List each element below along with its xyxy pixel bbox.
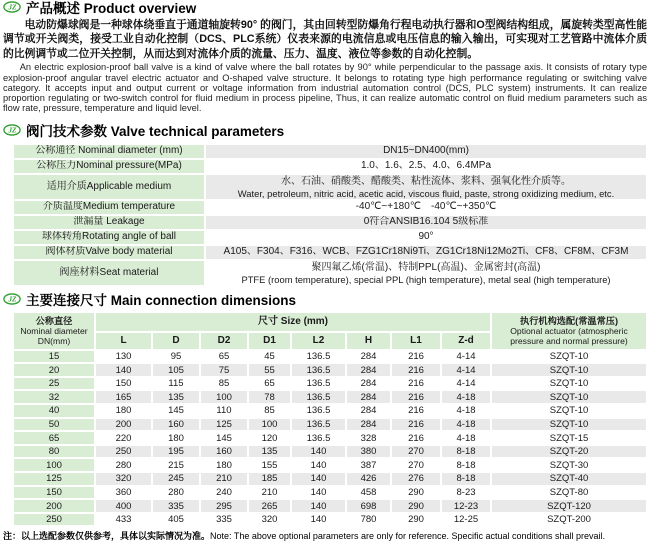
dimension-cell: 210 [201,473,247,485]
dimension-cell: 4-14 [442,364,490,376]
dimension-cell: 115 [153,378,199,390]
actuator-cell: SZQT-30 [492,459,646,471]
dimension-cell: 335 [153,500,199,512]
parameter-value-cell: A105、F304、F316、WCB、FZG1Cr18Ni9Ti、ZG1Cr18Ni12Mo2Ti、CF8、CF8M、CF3M [206,246,646,259]
dn-cell: 150 [14,487,94,499]
dimension-cell: 135 [249,446,290,458]
size-column-header: L2 [292,333,345,349]
dimension-cell: 216 [392,432,440,444]
dimension-cell: 78 [249,391,290,403]
dimension-cell: 280 [153,487,199,499]
table-row [14,446,646,458]
dimension-cell: 85 [201,378,247,390]
technical-parameters-table [12,143,648,287]
dimension-cell: 125 [201,419,247,431]
dimension-cell: 4-18 [442,432,490,444]
dimension-cell: 95 [153,351,199,363]
actuator-cell: SZQT-10 [492,391,646,403]
table-row [14,500,646,512]
dimension-cell: 136.5 [292,419,345,431]
table-row [14,231,646,244]
footnote-cn: 注：以上选配参数仅供参考，具体以实际情况为准。 [3,531,211,542]
dimension-cell: 284 [347,419,390,431]
dimension-cell: 140 [292,446,345,458]
dimension-cell: 290 [392,500,440,512]
dimension-cell: 140 [292,459,345,471]
actuator-cell: SZQT-200 [492,514,646,526]
dimension-cell: 145 [153,405,199,417]
overview-paragraph-en: An electric explosion-proof ball valve is a kind of valve where the ball rotates by 90° while perpendicular to the passage axis. It consists of rotary type explosion-proof angular travel electric actuator and O-shaped valve structure. It belongs to rotating type high performance regulating or switching valve category. It accepts input and output current or voltage information from industrial automation control (DCS, PLC system) instruments. It can realize proportion regulating or two-switch control for fluid medium in process pipeline, Thus, it can realize automatic control on fluid medium parameters such as flow rate, pressure, temperature and liquid level. [3,62,647,114]
parameter-value-cell: -40℃~+180℃ -40℃~+350℃ [206,201,646,214]
dimension-cell: 433 [96,514,151,526]
dimension-cell: 284 [347,364,390,376]
dimension-cell: 290 [392,514,440,526]
parameter-label-cell: 公称通径 Nominal diameter (mm) [14,145,204,158]
dimension-cell: 45 [249,351,290,363]
dn-cell: 250 [14,514,94,526]
dimension-cell: 335 [201,514,247,526]
dn-cell: 20 [14,364,94,376]
size-column-header: D2 [201,333,247,349]
dimension-cell: 216 [392,391,440,403]
dimension-cell: 328 [347,432,390,444]
dimension-cell: 85 [249,405,290,417]
parameter-label-cell: 阀座材料Seat material [14,261,204,285]
table-row [14,261,646,285]
size-column-header: D1 [249,333,290,349]
table-row [14,201,646,214]
svg-text:JZ: JZ [8,3,17,12]
table-row [14,487,646,499]
dimension-cell: 8-18 [442,459,490,471]
svg-text:JZ: JZ [8,126,17,135]
dimension-cell: 245 [153,473,199,485]
table-row [14,145,646,158]
dimension-cell: 180 [201,459,247,471]
dimension-cell: 136.5 [292,391,345,403]
dn-column-header: 公称直径 Nominal diameter DN(mm) [14,313,94,349]
dimension-cell: 195 [153,446,199,458]
dimension-cell: 160 [201,446,247,458]
parameter-label-cell: 适用介质Applicable medium [14,175,204,199]
dimension-cell: 320 [96,473,151,485]
technical-title-text: 阀门技术参数 Valve technical parameters [26,123,285,139]
table-row [14,473,646,485]
dimension-cell: 216 [392,351,440,363]
dimension-cell: 110 [201,405,247,417]
dimension-cell: 180 [96,405,151,417]
dn-cell: 65 [14,432,94,444]
actuator-column-header: 执行机构选配(常温常压) Optional actuator (atmospheric pressure and normal pressure) [492,313,646,349]
dimension-cell: 270 [392,446,440,458]
parameter-value-cell: 90° [206,231,646,244]
size-column-header: D [153,333,199,349]
dimension-cell: 4-14 [442,378,490,390]
table-row [14,419,646,431]
dimension-cell: 250 [96,446,151,458]
dimension-cell: 65 [249,378,290,390]
table-row [14,514,646,526]
technical-section-title [0,123,650,140]
parameter-value-cell: 水、石油、硝酸类、醋酸类、粘性流体、浆料、强氧化性介质等。 Water, petroleum, nitric acid, acetic acid, viscous fluid, paste, strong oxidizing medium, etc. [206,175,646,199]
actuator-cell: SZQT-10 [492,378,646,390]
dimension-cell: 100 [249,419,290,431]
dimension-cell: 265 [249,500,290,512]
brand-logo-icon [3,124,21,139]
parameter-label-cell: 阀体材质Valve body material [14,246,204,259]
dimension-cell: 12-25 [442,514,490,526]
dn-cell: 15 [14,351,94,363]
dimension-cell: 284 [347,405,390,417]
dimension-cell: 155 [249,459,290,471]
parameter-label-cell: 泄漏量 Leakage [14,216,204,229]
dimension-cell: 140 [292,514,345,526]
dimensions-table [12,311,648,528]
actuator-cell: SZQT-10 [492,351,646,363]
dimension-cell: 140 [292,500,345,512]
dimension-cell: 780 [347,514,390,526]
technical-table-body [14,145,646,285]
dimension-cell: 276 [392,473,440,485]
dimension-cell: 4-14 [442,351,490,363]
dimension-cell: 270 [392,459,440,471]
table-row [14,459,646,471]
actuator-cell: SZQT-10 [492,364,646,376]
dimension-cell: 380 [347,446,390,458]
size-column-header: L [96,333,151,349]
dimension-cell: 426 [347,473,390,485]
dimension-cell: 8-18 [442,473,490,485]
table-row [14,216,646,229]
parameter-value-cell: 0符合ANSIB16.104 5级标准 [206,216,646,229]
table-row [14,432,646,444]
dimension-cell: 140 [96,364,151,376]
dimension-cell: 216 [392,419,440,431]
parameter-label-cell: 介质温度Medium temperature [14,201,204,214]
actuator-cell: SZQT-10 [492,405,646,417]
dn-cell: 32 [14,391,94,403]
dimension-cell: 136.5 [292,351,345,363]
dimension-cell: 387 [347,459,390,471]
dimension-cell: 216 [392,405,440,417]
dimension-cell: 360 [96,487,151,499]
dn-cell: 40 [14,405,94,417]
svg-text:JZ: JZ [8,295,17,304]
footnote-en: Note: The above optional parameters are only for reference. Specific actual conditions shall prevail. [210,531,606,542]
table-row [14,160,646,173]
dimension-cell: 295 [201,500,247,512]
table-row [14,364,646,376]
dimension-cell: 55 [249,364,290,376]
dimension-cell: 135 [153,391,199,403]
dimensions-section-title [0,292,650,309]
parameter-value-cell: 1.0、1.6、2.5、4.0、6.4MPa [206,160,646,173]
dimension-cell: 216 [392,378,440,390]
dimension-cell: 405 [153,514,199,526]
size-column-header: H [347,333,390,349]
dimension-cell: 215 [153,459,199,471]
dimension-cell: 136.5 [292,378,345,390]
dimension-cell: 698 [347,500,390,512]
dimension-cell: 136.5 [292,432,345,444]
dimension-cell: 12-23 [442,500,490,512]
dimension-cell: 284 [347,378,390,390]
dimension-cell: 130 [96,351,151,363]
table-row [14,378,646,390]
table-row [14,391,646,403]
brand-logo-icon [3,1,21,16]
dimension-cell: 284 [347,351,390,363]
dn-cell: 100 [14,459,94,471]
size-group-header: 尺寸 Size (mm) [96,313,490,331]
dimension-cell: 100 [201,391,247,403]
dimension-cell: 4-18 [442,405,490,417]
parameter-value-cell: 聚四氟乙烯(常温)、特制PPL(高温)、金属密封(高温) PTFE (room temperature), special PPL (high temperature), metal seal (high temperature) [206,261,646,285]
dimension-cell: 75 [201,364,247,376]
dimension-cell: 284 [347,391,390,403]
dimension-cell: 180 [153,432,199,444]
parameter-value-cell: DN15~DN400(mm) [206,145,646,158]
dimension-cell: 136.5 [292,364,345,376]
dimension-cell: 8-18 [442,446,490,458]
actuator-cell: SZQT-20 [492,446,646,458]
dimension-cell: 280 [96,459,151,471]
brand-logo-icon [3,293,21,308]
dn-cell: 50 [14,419,94,431]
dimension-cell: 216 [392,364,440,376]
table-row [14,175,646,199]
table-row [14,246,646,259]
parameter-label-cell: 公称压力Nominal pressure(MPa) [14,160,204,173]
dimension-cell: 150 [96,378,151,390]
size-column-header: L1 [392,333,440,349]
table-row [14,351,646,363]
actuator-cell: SZQT-15 [492,432,646,444]
dimension-cell: 160 [153,419,199,431]
dimension-cell: 136.5 [292,405,345,417]
overview-paragraph-cn: 电动防爆球阀是一种球体绕垂直于通道轴旋转90° 的阀门，其由回转型防爆角行程电动执行器和O型阀结构组成，属旋转类型高性能调节或开关阀类，接受工业自动化控制（DCS、PLC系统）仪表来源的电流信息或电压信息的输入输出，可实现对工艺管路中流体介质的比例调节或二位开关控制，从而达到对流体介质的流量、压力、温度、液位等参数的自动化控制。 [3,19,647,60]
dimension-cell: 65 [201,351,247,363]
actuator-cell: SZQT-10 [492,419,646,431]
dimension-cell: 4-18 [442,391,490,403]
dimension-cell: 105 [153,364,199,376]
parameter-label-cell: 球体转角Rotating angle of ball [14,231,204,244]
dimension-cell: 200 [96,419,151,431]
actuator-cell: SZQT-120 [492,500,646,512]
overview-title-text: 产品概述 Product overview [26,1,197,16]
dimension-cell: 185 [249,473,290,485]
dimension-cell: 140 [292,487,345,499]
actuator-cell: SZQT-80 [492,487,646,499]
dn-cell: 125 [14,473,94,485]
dimension-cell: 4-18 [442,419,490,431]
dimension-cell: 220 [96,432,151,444]
dimension-cell: 145 [201,432,247,444]
dimension-cell: 165 [96,391,151,403]
size-column-header: Z-d [442,333,490,349]
dimension-cell: 140 [292,473,345,485]
dimensions-table-body [14,351,646,526]
footnote [3,531,648,542]
dimension-cell: 210 [249,487,290,499]
dimension-cell: 458 [347,487,390,499]
dn-cell: 25 [14,378,94,390]
dimension-cell: 240 [201,487,247,499]
table-row [14,405,646,417]
dimension-cell: 120 [249,432,290,444]
dimension-cell: 400 [96,500,151,512]
dn-cell: 80 [14,446,94,458]
dimension-cell: 290 [392,487,440,499]
dimensions-title-text: 主要连接尺寸 Main connection dimensions [26,292,297,308]
dimension-cell: 8-23 [442,487,490,499]
dn-cell: 200 [14,500,94,512]
actuator-cell: SZQT-40 [492,473,646,485]
dimension-cell: 320 [249,514,290,526]
overview-section-title [0,0,650,17]
